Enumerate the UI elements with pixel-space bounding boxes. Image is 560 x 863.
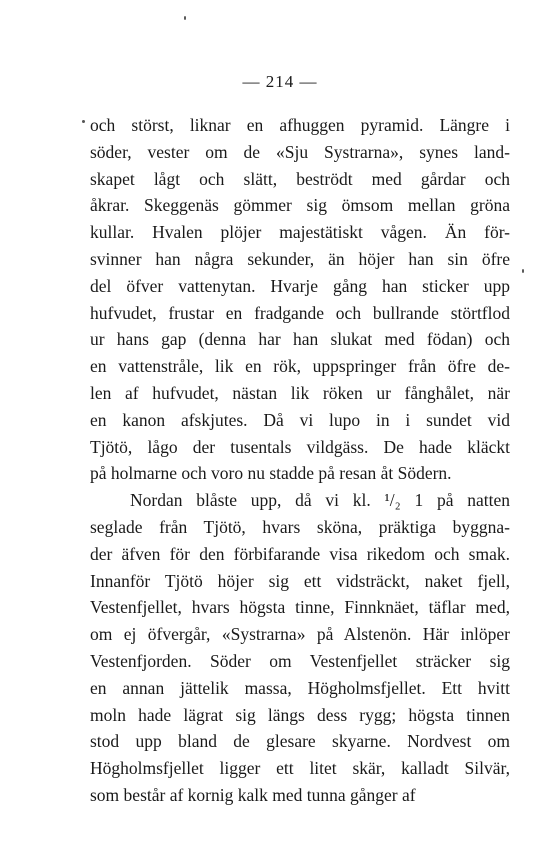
scan-speck [82,120,85,123]
text-line: som består af kornig kalk med tunna gånger af [90,784,416,805]
text-line: len af hufvudet, nästan lik röken ur fånghålet, när [90,382,510,403]
text-line: skapet lågt och slätt, beströdt med gårdar och [90,168,510,189]
text-line: Högholmsfjellet ligger ett litet skär, kalladt Silvär, [90,758,510,779]
text-line: en kanon afskjutes. Då vi lupo in i sundet vid [90,409,510,430]
text-line: om ej öfvergår, «Systrarna» på Alstenön. Här inlöper [90,624,510,645]
text-line: Innanför Tjötö höjer sig ett vidsträckt, naket fjell, [90,570,510,591]
text-line: ur hans gap (denna har han slukat med födan) och [90,329,510,350]
text-line: åkrar. Skeggenäs gömmer sig ömsom mellan gröna [90,195,510,216]
text-line: del öfver vattenytan. Hvarje gång han sticker upp [90,275,510,296]
text-line: Tjötö, lågo der tusentals vildgäss. De hade kläckt [90,436,510,457]
text-line: Vestenfjellet, hvars högsta tinne, Finnknäet, täflar med, [90,597,510,618]
text-line: der äfven för den förbifarande visa rikedom och smak. [90,543,510,564]
page-number: — 214 — [242,72,318,91]
text-line: och störst, liknar en afhuggen pyramid. Längre i [90,115,510,135]
scan-speck [184,16,186,20]
scan-speck [522,269,524,273]
text-line: moln hade lägrat sig längs dess rygg; högsta tinnen [90,704,510,725]
text-line: en vattenstråle, lik en rök, uppspringer från öfre de- [90,356,510,377]
text-line: på holmarne och voro nu stadde på resan åt Södern. [90,463,452,484]
text-line: stod upp bland de glesare skyarne. Nordvest om [90,731,510,752]
text-line: en annan jättelik massa, Högholmsfjellet. Ett hvitt [90,677,510,698]
text-line: söder, vester om de «Sju Systrarna», synes land- [90,141,510,162]
text-line: hufvudet, frustar en fradgande och bullrande störtflod [90,302,510,323]
text-line: kullar. Hvalen plöjer majestätiskt vågen. Än för- [90,222,510,243]
text-line: svinner han några sekunder, än höjer han sin öfre [90,248,510,269]
text-line: seglade från Tjötö, hvars sköna, präktiga byggna- [90,516,510,537]
body-text [90,112,510,809]
text-line: Vestenfjorden. Söder om Vestenfjellet sträcker sig [90,650,510,671]
text-line: Nordan blåste upp, då vi kl. ¹/₂ 1 på natten [130,490,510,511]
